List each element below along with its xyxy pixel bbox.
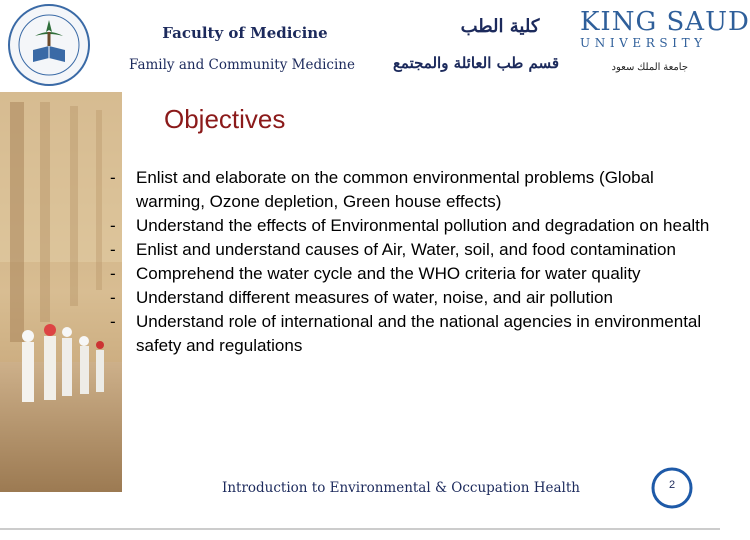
bottom-divider — [0, 528, 720, 530]
list-item — [110, 286, 710, 310]
arabic-faculty-title: كلية الطب — [460, 16, 540, 37]
header — [0, 0, 750, 92]
bullet-marker: - — [110, 216, 116, 235]
arabic-department-name: قسم طب العائلة والمجتمع — [392, 54, 560, 72]
bullet-text: Enlist and understand causes of Air, Water, soil, and food contamination — [136, 240, 676, 259]
campus-photo — [0, 92, 122, 492]
department-name: Family and Community Medicine — [129, 57, 355, 73]
bullet-text: Understand role of international and the national agencies in environmental safety and regulations — [136, 312, 702, 355]
page-number: 2 — [668, 479, 676, 491]
list-item — [110, 238, 710, 262]
bullet-text: Understand different measures of water, noise, and air pollution — [136, 288, 613, 307]
bullet-text: Enlist and elaborate on the common environmental problems (Global warming, Ozone depletion, Green house effects) — [136, 168, 654, 211]
objectives-list — [110, 166, 710, 358]
university-seal-icon — [5, 2, 93, 88]
bullet-marker: - — [110, 288, 116, 307]
bullet-text: Comprehend the water cycle and the WHO criteria for water quality — [136, 264, 641, 283]
slide-title: Objectives — [164, 104, 286, 134]
bullet-marker: - — [110, 312, 116, 331]
footer-course-title: Introduction to Environmental & Occupation Health — [222, 480, 580, 496]
ksu-logo-line2: UNIVERSITY — [580, 36, 707, 50]
bullet-marker: - — [110, 240, 116, 259]
ksu-logo-line1: KING SAUD — [580, 7, 750, 37]
bullet-text: Understand the effects of Environmental pollution and degradation on health — [136, 216, 710, 235]
list-item — [110, 214, 710, 238]
ksu-arabic-name: جامعة الملك سعود — [611, 62, 688, 73]
bullet-marker: - — [110, 264, 116, 283]
list-item — [110, 166, 710, 214]
list-item — [110, 262, 710, 286]
ksu-logo — [580, 7, 750, 50]
faculty-title: Faculty of Medicine — [162, 24, 328, 42]
bullet-marker: - — [110, 168, 116, 187]
list-item — [110, 310, 710, 358]
